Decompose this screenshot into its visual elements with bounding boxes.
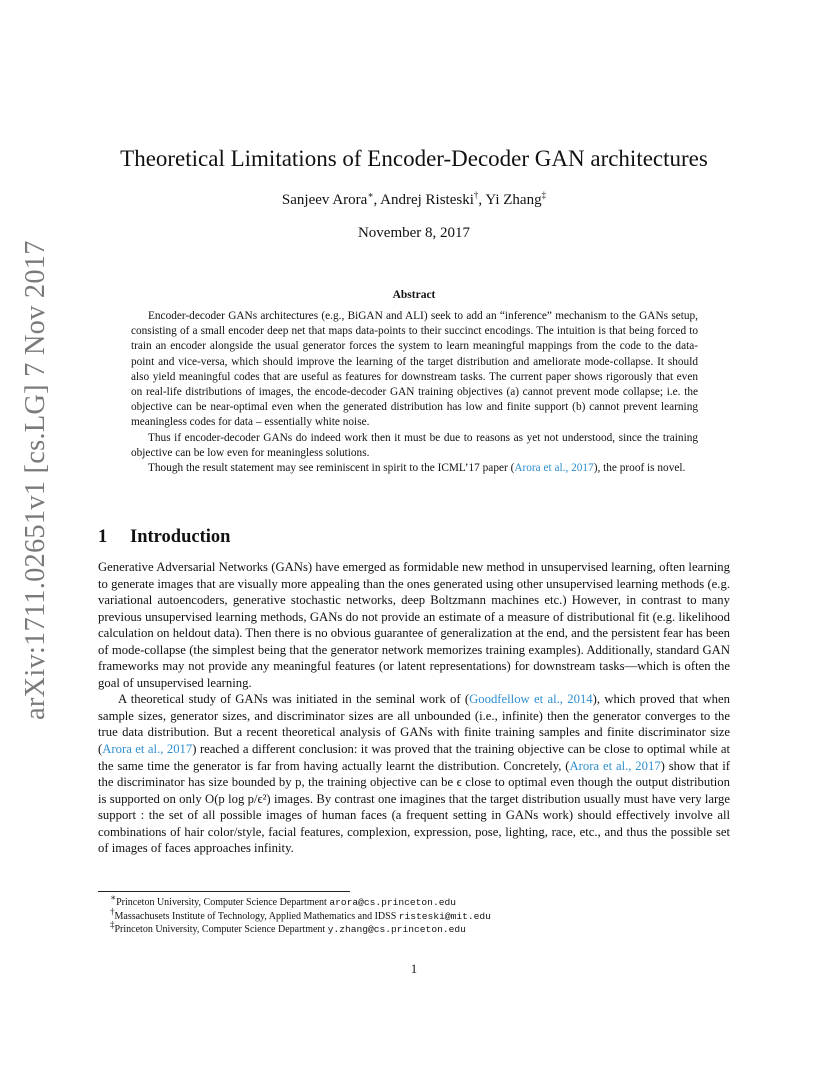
- abstract-heading: Abstract: [392, 289, 436, 301]
- footnote-text: Princeton University, Computer Science Department: [114, 924, 328, 935]
- footnote: [110, 906, 491, 924]
- text-run: ), which proved that when sample sizes, generator sizes, and discriminator sizes are all unbounded (i.e., infinite) then the generator converges to the true data distribution. But a recent theoretical analysis of GANs with finite training samples and finite discriminator size (: [98, 692, 730, 757]
- text-run: ) reached a different conclusion: it was proved that the training objective can be close to optimal while at the same time the generator is far from having actually learnt the distribution. Concretely, (: [98, 742, 730, 773]
- abstract-paragraph: Encoder-decoder GANs architectures (e.g., BiGAN and ALI) seek to add an “inference” mechanism to the GANs setup, consisting of a small encoder deep net that maps data-points to their succinct encodings. The intuition is that being forced to train an encoder alongside the usual generator forces the system to learn meaningful mappings from the code to the data-point and vice-versa, which should improve the learning of the target distribution and ameliorate mode-collapse. It should also yield meaningful codes that are useful as features for downstream tasks. The current paper shows rigorously that even on real-life distributions of images, the encode-decoder GAN training objectives (a) cannot prevent mode collapse; i.e. the objective can be near-optimal even when the generated distribution has low and finite support (b) cannot prevent learning meaningless codes for data – essentially white noise.: [131, 310, 698, 429]
- footnote-mark: ‡: [541, 190, 547, 200]
- text-run: ) show that if the discriminator has size bounded by p, the training objective can be ϵ close to optimal even though the output distribution is supported on only O(p log p/ϵ²) images. By contrast one imagines that the target distribution usually must have very large support : the set of all possible images of human faces (a frequent setting in GANs work) should effectively involve all combinations of hair color/style, facial features, complexion, expression, pose, lighting, race, etc., and thus the possible set of images of faces approaches infinity.: [98, 758, 730, 856]
- footnote-text: Massachusets Institute of Technology, Applied Mathematics and IDSS: [114, 910, 399, 922]
- author-name: Yi Zhang: [485, 192, 542, 208]
- author-name: Andrej Risteski: [380, 192, 474, 208]
- abstract-paragraph: [131, 461, 698, 476]
- paper-title: Theoretical Limitations of Encoder-Decoder GAN architectures: [120, 146, 708, 171]
- footnote-rule: [98, 891, 350, 892]
- intro-body: [98, 559, 730, 857]
- footnote-text: Princeton University, Computer Science Department: [116, 897, 330, 908]
- section-title: Introduction: [130, 527, 231, 547]
- footnote: [110, 892, 491, 910]
- footnote-mark: ∗: [367, 190, 374, 200]
- footnote: [110, 919, 491, 937]
- section-heading: [98, 527, 230, 548]
- footnote-mark: †: [110, 906, 115, 917]
- author-name: Sanjeev Arora: [281, 192, 368, 208]
- text-run: A theoretical study of GANs was initiated in the seminal work of (: [118, 692, 470, 707]
- author-list: Sanjeev Arora∗, Andrej Risteski†, Yi Zhang‡: [281, 190, 547, 208]
- footnote-email: arora@cs.princeton.edu: [329, 897, 456, 908]
- paper-date: November 8, 2017: [357, 225, 471, 241]
- abstract-paragraph: Thus if encoder-decoder GANs do indeed work then it must be due to reasons as yet not understood, since the training objective can be low even for meaningless solutions.: [131, 431, 698, 459]
- footnote-mark: †: [473, 190, 479, 200]
- citation-link[interactable]: Arora et al., 2017: [514, 462, 594, 475]
- footnotes: [110, 892, 491, 937]
- body-paragraph: Generative Adversarial Networks (GANs) have emerged as formidable new method in unsupervised learning, often learning to generate images that are visually more appealing than the ones generated using other unsupervised learning methods (e.g. variational autoencoders, generative stochastic networks, deep Boltzmann machines etc.) However, in contrast to many previous unsupervised learning methods, GANs do not provide an estimate of a measure of distributional fit (e.g. likelihood calculation on heldout data). Then there is no obvious guarantee of generalization at the end, and the persistent fear has been of mode-collapse (the simplest being that the generator network memorizes training examples). Additionally, standard GAN frameworks may not provide any meaningful features (or latent representations) for downstream tasks—which is often the goal of unsupervised learning.: [98, 560, 730, 690]
- text-run: Though the result statement may see reminiscent in spirit to the ICML’17 paper (: [148, 462, 515, 475]
- body-paragraph: [98, 691, 730, 856]
- page-number: 1: [410, 962, 418, 976]
- footnote-mark: ‡: [110, 919, 115, 930]
- footnote-email: y.zhang@cs.princeton.edu: [327, 924, 466, 935]
- arxiv-stamp: arXiv:1711.02651v1 [cs.LG] 7 Nov 2017: [20, 240, 51, 720]
- footnote-mark: ∗: [110, 892, 117, 903]
- footnote-email: risteski@mit.edu: [398, 910, 491, 922]
- citation-link[interactable]: Goodfellow et al., 2014: [469, 692, 593, 707]
- abstract-body: [131, 309, 698, 476]
- text-run: ), the proof is novel.: [593, 462, 686, 475]
- citation-link[interactable]: Arora et al., 2017: [102, 742, 193, 757]
- citation-link[interactable]: Arora et al., 2017: [569, 758, 661, 773]
- section-number: 1: [98, 527, 108, 547]
